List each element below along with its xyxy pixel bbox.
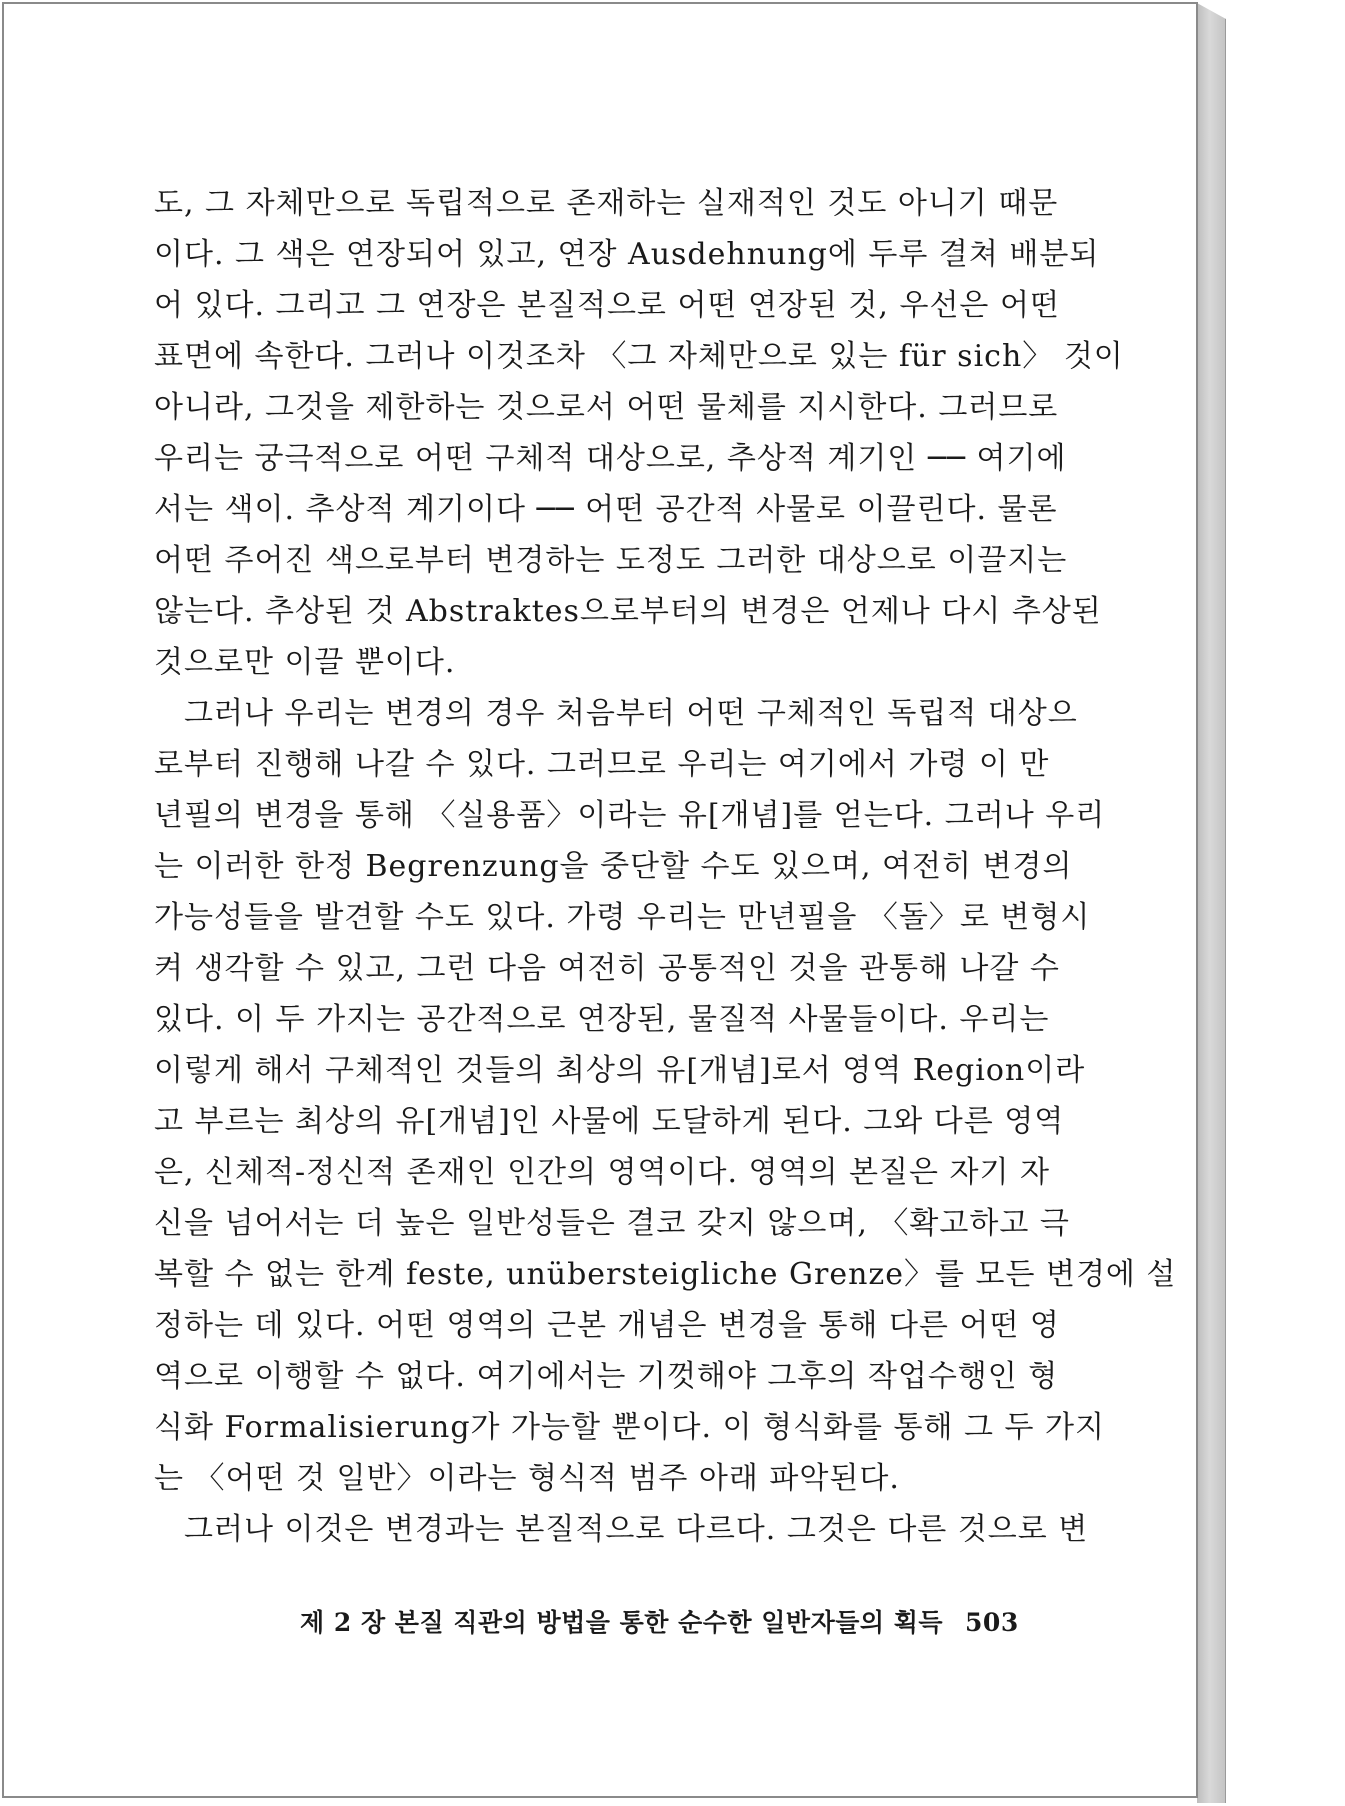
text-line: 복할 수 없는 한계 feste, unübersteigliche Grenze〉를 모든 변경에 설 (154, 1257, 1177, 1292)
body-text (154, 178, 1177, 1555)
text-line: 그러나 이것은 변경과는 본질적으로 다르다. 그것은 다른 것으로 변 (184, 1512, 1089, 1547)
text-line: 정하는 데 있다. 어떤 영역의 근본 개념은 변경을 통해 다른 어떤 영 (154, 1308, 1060, 1343)
text-line: 이다. 그 색은 연장되어 있고, 연장 Ausdehnung에 두루 결쳐 배분되 (154, 237, 1100, 272)
page-footer (300, 1603, 1019, 1639)
text-line: 이렇게 해서 구체적인 것들의 최상의 유[개념]로서 영역 Region이라 (154, 1053, 1086, 1088)
text-line: 는 이러한 한정 Begrenzung을 중단할 수도 있으며, 여전히 변경의 (154, 849, 1073, 884)
text-line: 있다. 이 두 가지는 공간적으로 연장된, 물질적 사물들이다. 우리는 (154, 1002, 1050, 1037)
book-spine (1197, 3, 1226, 1803)
text-line: 는 〈어떤 것 일반〉이라는 형식적 범주 아래 파악된다. (154, 1461, 900, 1496)
text-line: 년필의 변경을 통해 〈실용품〉이라는 유[개념]를 얻는다. 그러나 우리 (154, 798, 1106, 833)
text-line: 어 있다. 그리고 그 연장은 본질적으로 어떤 연장된 것, 우선은 어떤 (154, 288, 1060, 323)
text-line: 은, 신체적-정신적 존재인 인간의 영역이다. 영역의 본질은 자기 자 (154, 1155, 1050, 1190)
text-line: 표면에 속한다. 그러나 이것조차 〈그 자체만으로 있는 für sich〉 것이 (154, 339, 1124, 374)
text-line: 가능성들을 발견할 수도 있다. 가령 우리는 만년필을 〈돌〉로 변형시 (154, 900, 1091, 935)
text-line: 로부터 진행해 나갈 수 있다. 그러므로 우리는 여기에서 가령 이 만 (154, 747, 1050, 782)
text-line: 않는다. 추상된 것 Abstraktes으로부터의 변경은 언제나 다시 추상된 (154, 594, 1102, 629)
running-head: 제 2 장 본질 직관의 방법을 통한 순수한 일반자들의 획득 (300, 1608, 944, 1637)
page-number: 503 (965, 1608, 1019, 1637)
text-line: 켜 생각할 수 있고, 그런 다음 여전히 공통적인 것을 관통해 나갈 수 (154, 951, 1060, 986)
text-line: 어떤 주어진 색으로부터 변경하는 도정도 그러한 대상으로 이끌지는 (154, 543, 1068, 578)
text-line: 서는 색이. 추상적 계기이다 ── 어떤 공간적 사물로 이끌린다. 물론 (154, 492, 1058, 527)
text-line: 우리는 궁극적으로 어떤 구체적 대상으로, 추상적 계기인 ── 여기에 (154, 441, 1067, 476)
text-line: 아니라, 그것을 제한하는 것으로서 어떤 물체를 지시한다. 그러므로 (154, 390, 1059, 425)
text-line: 역으로 이행할 수 없다. 여기에서는 기껏해야 그후의 작업수행인 형 (154, 1359, 1059, 1394)
text-line: 것으로만 이끌 뿐이다. (154, 645, 456, 680)
text-line: 도, 그 자체만으로 독립적으로 존재하는 실재적인 것도 아니기 때문 (154, 186, 1059, 221)
text-line: 그러나 우리는 변경의 경우 처음부터 어떤 구체적인 독립적 대상으 (184, 696, 1078, 731)
text-line: 식화 Formalisierung가 가능할 뿐이다. 이 형식화를 통해 그 두 가지 (154, 1410, 1105, 1445)
text-line: 고 부르는 최상의 유[개념]인 사물에 도달하게 된다. 그와 다른 영역 (154, 1104, 1065, 1139)
text-line: 신을 넘어서는 더 높은 일반성들은 결코 갖지 않으며, 〈확고하고 극 (154, 1206, 1070, 1241)
